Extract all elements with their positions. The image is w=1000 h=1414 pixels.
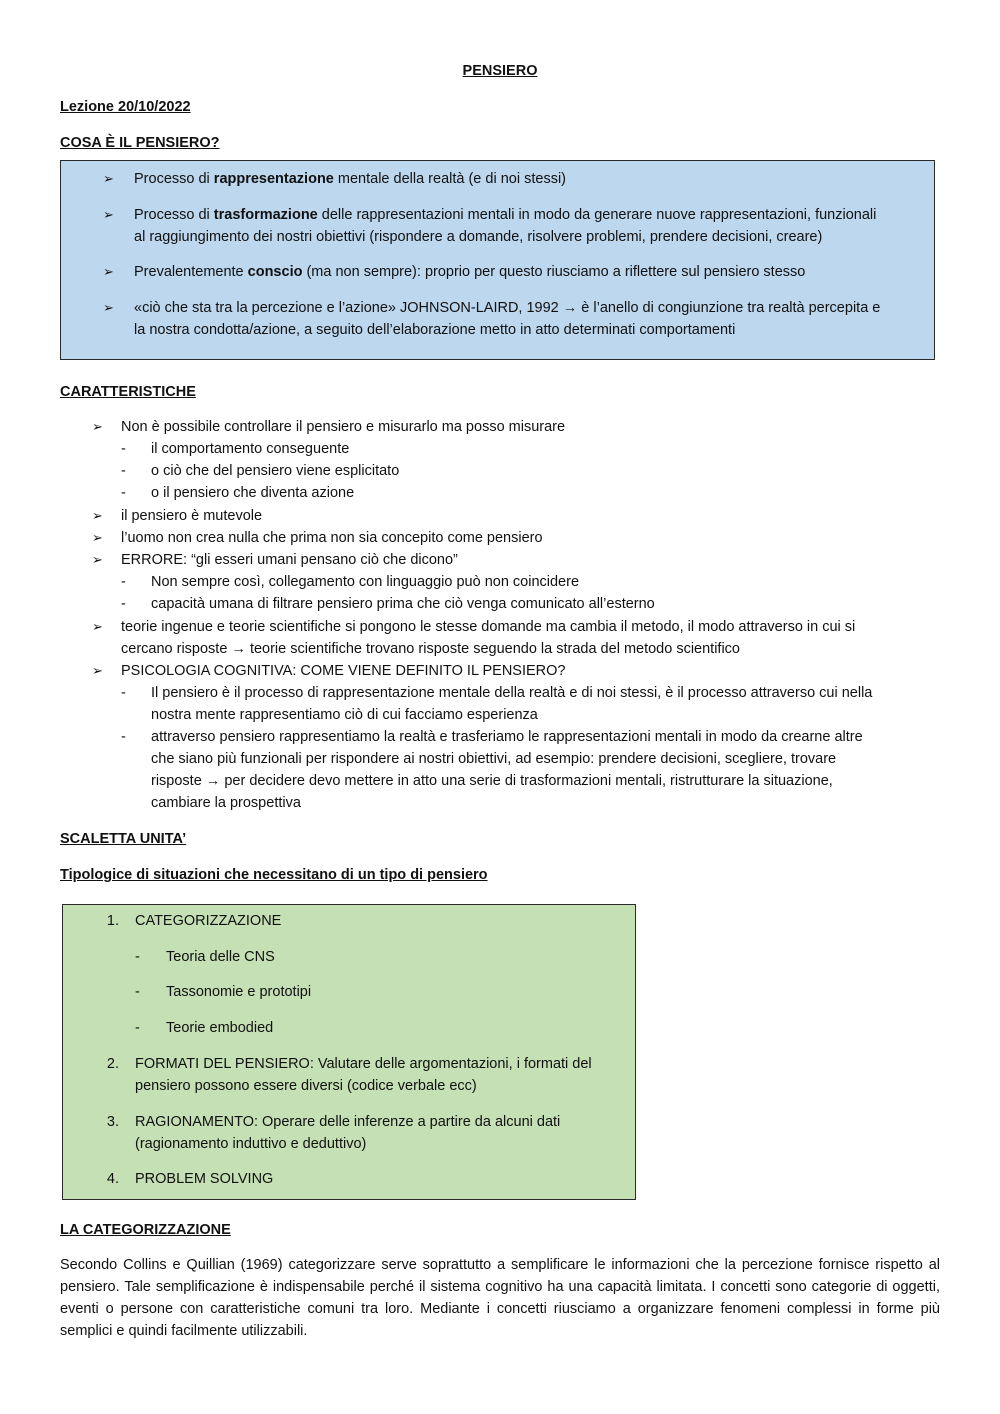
list-item: il pensiero è mutevole (121, 508, 263, 524)
arrow-bullet-icon: ➢ (103, 207, 114, 222)
outline-item: FORMATI DEL PENSIERO: Valutare delle argomentazioni, i formati del (135, 1056, 592, 1072)
sub-list-item: capacità umana di filtrare pensiero prima che ciò venga comunicato all’esterno (151, 596, 655, 612)
definition-item (134, 261, 805, 283)
item-bold: trasformazione (213, 207, 318, 223)
outline-item: PROBLEM SOLVING (135, 1171, 274, 1187)
arrow-bullet-icon: ➢ (92, 663, 103, 678)
item-text: (ma non sempre): proprio per questo riusciamo a riflettere sul pensiero stesso (302, 264, 806, 280)
list-item: Non è possibile controllare il pensiero e misurarlo ma posso misurare (121, 419, 566, 435)
item-text: delle rappresentazioni mentali in modo da generare nuove rappresentazioni, funzionali (317, 207, 877, 223)
list-number: 4. (106, 1171, 119, 1187)
arrow-bullet-icon: ➢ (92, 508, 103, 523)
item-text: Prevalentemente (134, 264, 248, 280)
list-item-cont: cercano risposte → teorie scientifiche trovano risposte seguendo la strada del metodo scientifico (121, 641, 740, 657)
dash-bullet: - (121, 463, 126, 479)
section-heading-caratteristiche: CARATTERISTICHE (60, 384, 196, 400)
item-text: Processo di (134, 207, 214, 223)
outline-box (62, 904, 636, 1200)
section-heading-cosa: COSA È IL PENSIERO? (60, 135, 220, 151)
sub-list-item-cont: nostra mente rappresentiamo ciò di cui facciamo esperienza (151, 707, 538, 723)
outline-item: CATEGORIZZAZIONE (135, 913, 282, 929)
outline-item: RAGIONAMENTO: Operare delle inferenze a partire da alcuni dati (135, 1114, 561, 1130)
dash-bullet: - (135, 949, 140, 965)
arrow-bullet-icon: ➢ (92, 419, 103, 434)
definition-item (134, 204, 876, 226)
dash-bullet: - (121, 441, 126, 457)
dash-bullet: - (121, 596, 126, 612)
list-number: 3. (106, 1114, 119, 1130)
definition-item (134, 168, 566, 190)
list-number: 1. (106, 913, 119, 929)
definition-item: «ciò che sta tra la percezione e l’azione» JOHNSON-LAIRD, 1992 → è l’anello di congiunzione tra realtà percepita e (134, 300, 881, 316)
list-number: 2. (106, 1056, 119, 1072)
list-item: ERRORE: “gli esseri umani pensano ciò che dicono” (121, 552, 458, 568)
arrow-bullet-icon: ➢ (92, 530, 103, 545)
arrow-bullet-icon: ➢ (92, 619, 103, 634)
sub-list-item: Il pensiero è il processo di rappresentazione mentale della realtà e di noi stessi, è il processo attraverso cui nella (151, 685, 873, 701)
sub-list-item-cont: risposte → per decidere devo mettere in atto una serie di trasformazioni mentali, ristrutturare la situazione, (151, 773, 833, 789)
dash-bullet: - (121, 729, 126, 745)
list-item: l’uomo non crea nulla che prima non sia concepito come pensiero (121, 530, 543, 546)
sub-list-item: attraverso pensiero rappresentiamo la realtà e trasferiamo le rappresentazioni mentali in modo da crearne altre (151, 729, 863, 745)
outline-sub-item: Teorie embodied (166, 1020, 274, 1036)
definition-item-cont: al raggiungimento dei nostri obiettivi (rispondere a domande, risolvere problemi, prendere decisioni, creare) (134, 229, 823, 245)
arrow-bullet-icon: ➢ (92, 552, 103, 567)
arrow-bullet-icon: ➢ (103, 171, 114, 186)
sub-list-item: Non sempre così, collegamento con linguaggio può non coincidere (151, 574, 580, 590)
item-bold: conscio (247, 264, 303, 280)
dash-bullet: - (121, 685, 126, 701)
definition-box (60, 160, 935, 360)
arrow-bullet-icon: ➢ (103, 300, 114, 315)
outline-sub-item: Tassonomie e prototipi (166, 984, 312, 1000)
dash-bullet: - (135, 984, 140, 1000)
list-item: PSICOLOGIA COGNITIVA: COME VIENE DEFINITO IL PENSIERO? (121, 663, 566, 679)
body-paragraph: Secondo Collins e Quillian (1969) categorizzare serve soprattutto a semplificare le informazioni che la percezione fornisce rispetto al pensiero. Tale semplificazione è indispensabile perché il sistema cognitivo ha una capacità limitata. I concetti sono categorie di oggetti, eventi o persone con caratteristiche comuni tra loro. Mediante i concetti riusciamo a organizzare fenomeni complessi in forme più semplici e quindi facilmente utilizzabili. (60, 1257, 940, 1339)
section-heading-scaletta: SCALETTA UNITA’ (60, 831, 187, 847)
outline-item-cont: (ragionamento induttivo e deduttivo) (135, 1136, 367, 1152)
document-title: PENSIERO (462, 63, 538, 79)
list-item: teorie ingenue e teorie scientifiche si pongono le stesse domande ma cambia il metodo, il modo attraverso in cui si (121, 619, 856, 635)
item-text: Processo di (134, 171, 214, 187)
section-heading-categorizzazione: LA CATEGORIZZAZIONE (60, 1222, 231, 1238)
definition-item-cont: la nostra condotta/azione, a seguito dell’elaborazione metto in atto determinati comportamenti (134, 322, 736, 338)
outline-sub-item: Teoria delle CNS (166, 949, 275, 965)
dash-bullet: - (121, 574, 126, 590)
outline-item-cont: pensiero possono essere diversi (codice verbale ecc) (135, 1078, 477, 1094)
sub-list-item: o il pensiero che diventa azione (151, 485, 355, 501)
dash-bullet: - (135, 1020, 140, 1036)
arrow-bullet-icon: ➢ (103, 264, 114, 279)
item-bold: rappresentazione (213, 171, 334, 187)
dash-bullet: - (121, 485, 126, 501)
sub-list-item-cont: che siano più funzionali per rispondere ai nostri obiettivi, ad esempio: prendere decisioni, scegliere, trovare (151, 751, 837, 767)
section-subheading: Tipologice di situazioni che necessitano di un tipo di pensiero (60, 867, 488, 883)
sub-list-item-cont: cambiare la prospettiva (151, 795, 301, 811)
sub-list-item: o ciò che del pensiero viene esplicitato (151, 463, 400, 479)
lesson-date: Lezione 20/10/2022 (60, 99, 191, 115)
sub-list-item: il comportamento conseguente (151, 441, 350, 457)
item-text: mentale della realtà (e di noi stessi) (333, 171, 566, 187)
